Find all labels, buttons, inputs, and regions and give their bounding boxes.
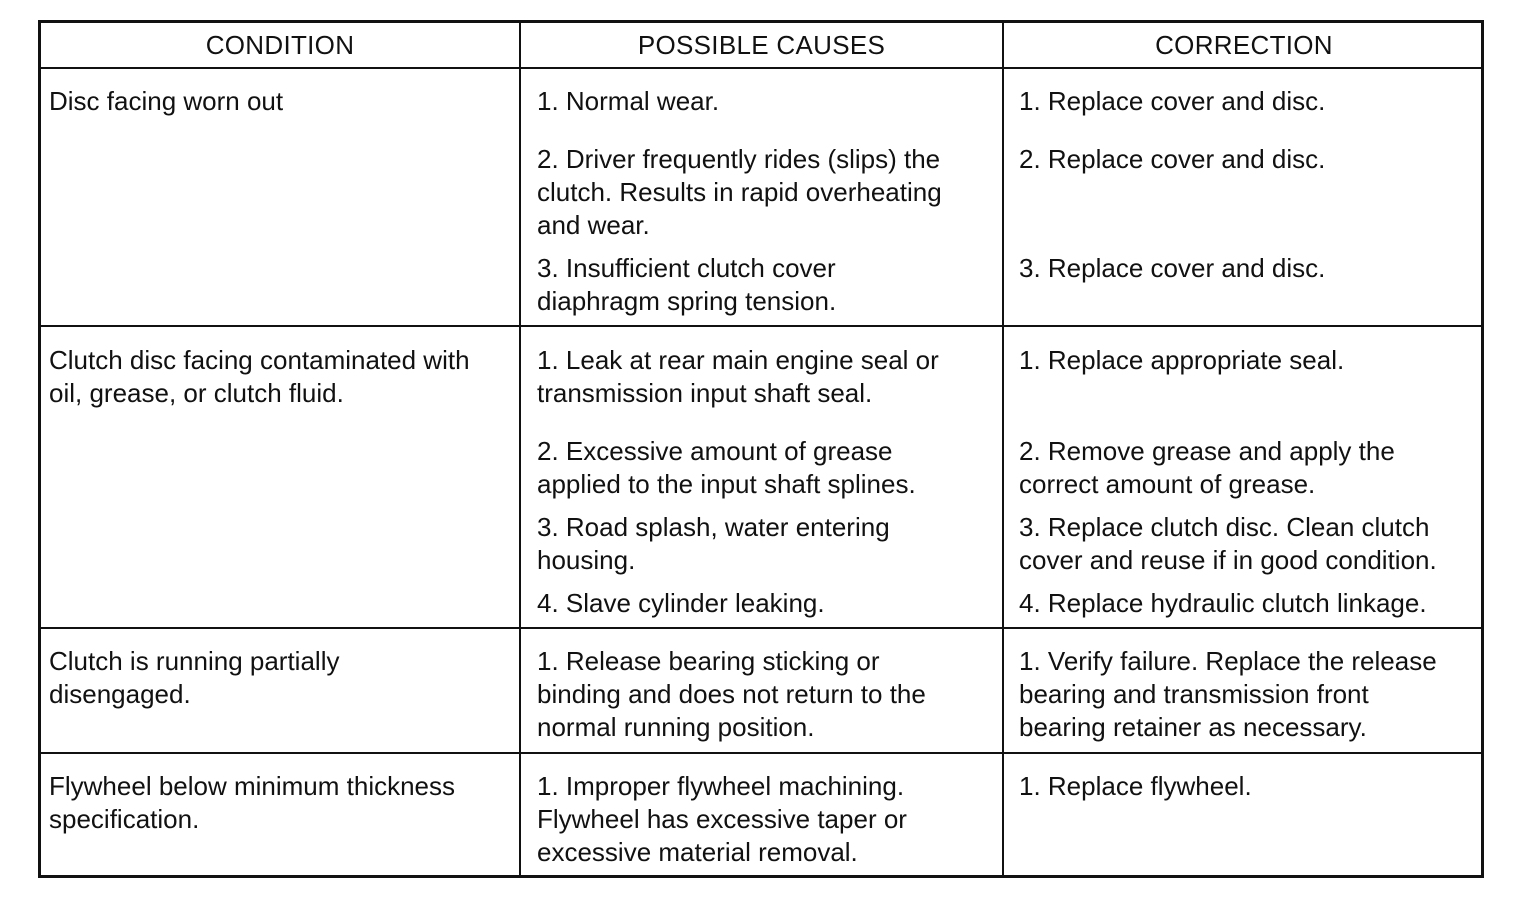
correction-item: 1. Replace flywheel. xyxy=(1019,771,1252,801)
cause-item: 2. Excessive amount of grease applied to the input shaft splines. xyxy=(537,436,916,499)
cause-item: 1. Improper flywheel machining. Flywheel has excessive taper or excessive material removal. xyxy=(537,771,907,867)
correction-item: 2. Replace cover and disc. xyxy=(1019,144,1326,174)
correction-item: 2. Remove grease and apply the correct amount of grease. xyxy=(1019,436,1395,499)
correction-item: 4. Replace hydraulic clutch linkage. xyxy=(1019,588,1427,618)
cause-item: 1. Leak at rear main engine seal or transmission input shaft seal. xyxy=(537,345,939,408)
correction-item: 1. Verify failure. Replace the release bearing and transmission front bearing retainer as necessary. xyxy=(1019,646,1437,742)
correction-item: 1. Replace appropriate seal. xyxy=(1019,345,1345,375)
cause-item: 1. Release bearing sticking or binding and does not return to the normal running position. xyxy=(537,646,926,742)
correction-item: 3. Replace clutch disc. Clean clutch cover and reuse if in good condition. xyxy=(1019,512,1437,575)
condition-cell: Flywheel below minimum thickness specification. xyxy=(49,771,456,834)
cause-item: 4. Slave cylinder leaking. xyxy=(537,588,825,618)
cause-item: 1. Normal wear. xyxy=(537,86,720,116)
column-divider xyxy=(1002,23,1004,875)
header-possible-causes: POSSIBLE CAUSES xyxy=(637,30,886,60)
diagnosis-table xyxy=(38,20,1484,878)
condition-cell: Clutch is running partially disengaged. xyxy=(49,646,340,709)
correction-item: 1. Replace cover and disc. xyxy=(1019,86,1326,116)
row-divider xyxy=(41,752,1481,754)
cause-item: 2. Driver frequently rides (slips) the clutch. Results in rapid overheating and wear. xyxy=(537,144,942,240)
column-divider xyxy=(519,23,521,875)
row-divider xyxy=(41,627,1481,629)
cause-item: 3. Insufficient clutch cover diaphragm spring tension. xyxy=(537,253,837,316)
condition-cell: Clutch disc facing contaminated with oil, grease, or clutch fluid. xyxy=(49,345,470,408)
correction-item: 3. Replace cover and disc. xyxy=(1019,253,1326,283)
cause-item: 3. Road splash, water entering housing. xyxy=(537,512,890,575)
condition-cell: Disc facing worn out xyxy=(49,86,284,116)
header-condition: CONDITION xyxy=(205,30,355,60)
header-correction: CORRECTION xyxy=(1155,30,1333,60)
row-divider xyxy=(41,325,1481,327)
